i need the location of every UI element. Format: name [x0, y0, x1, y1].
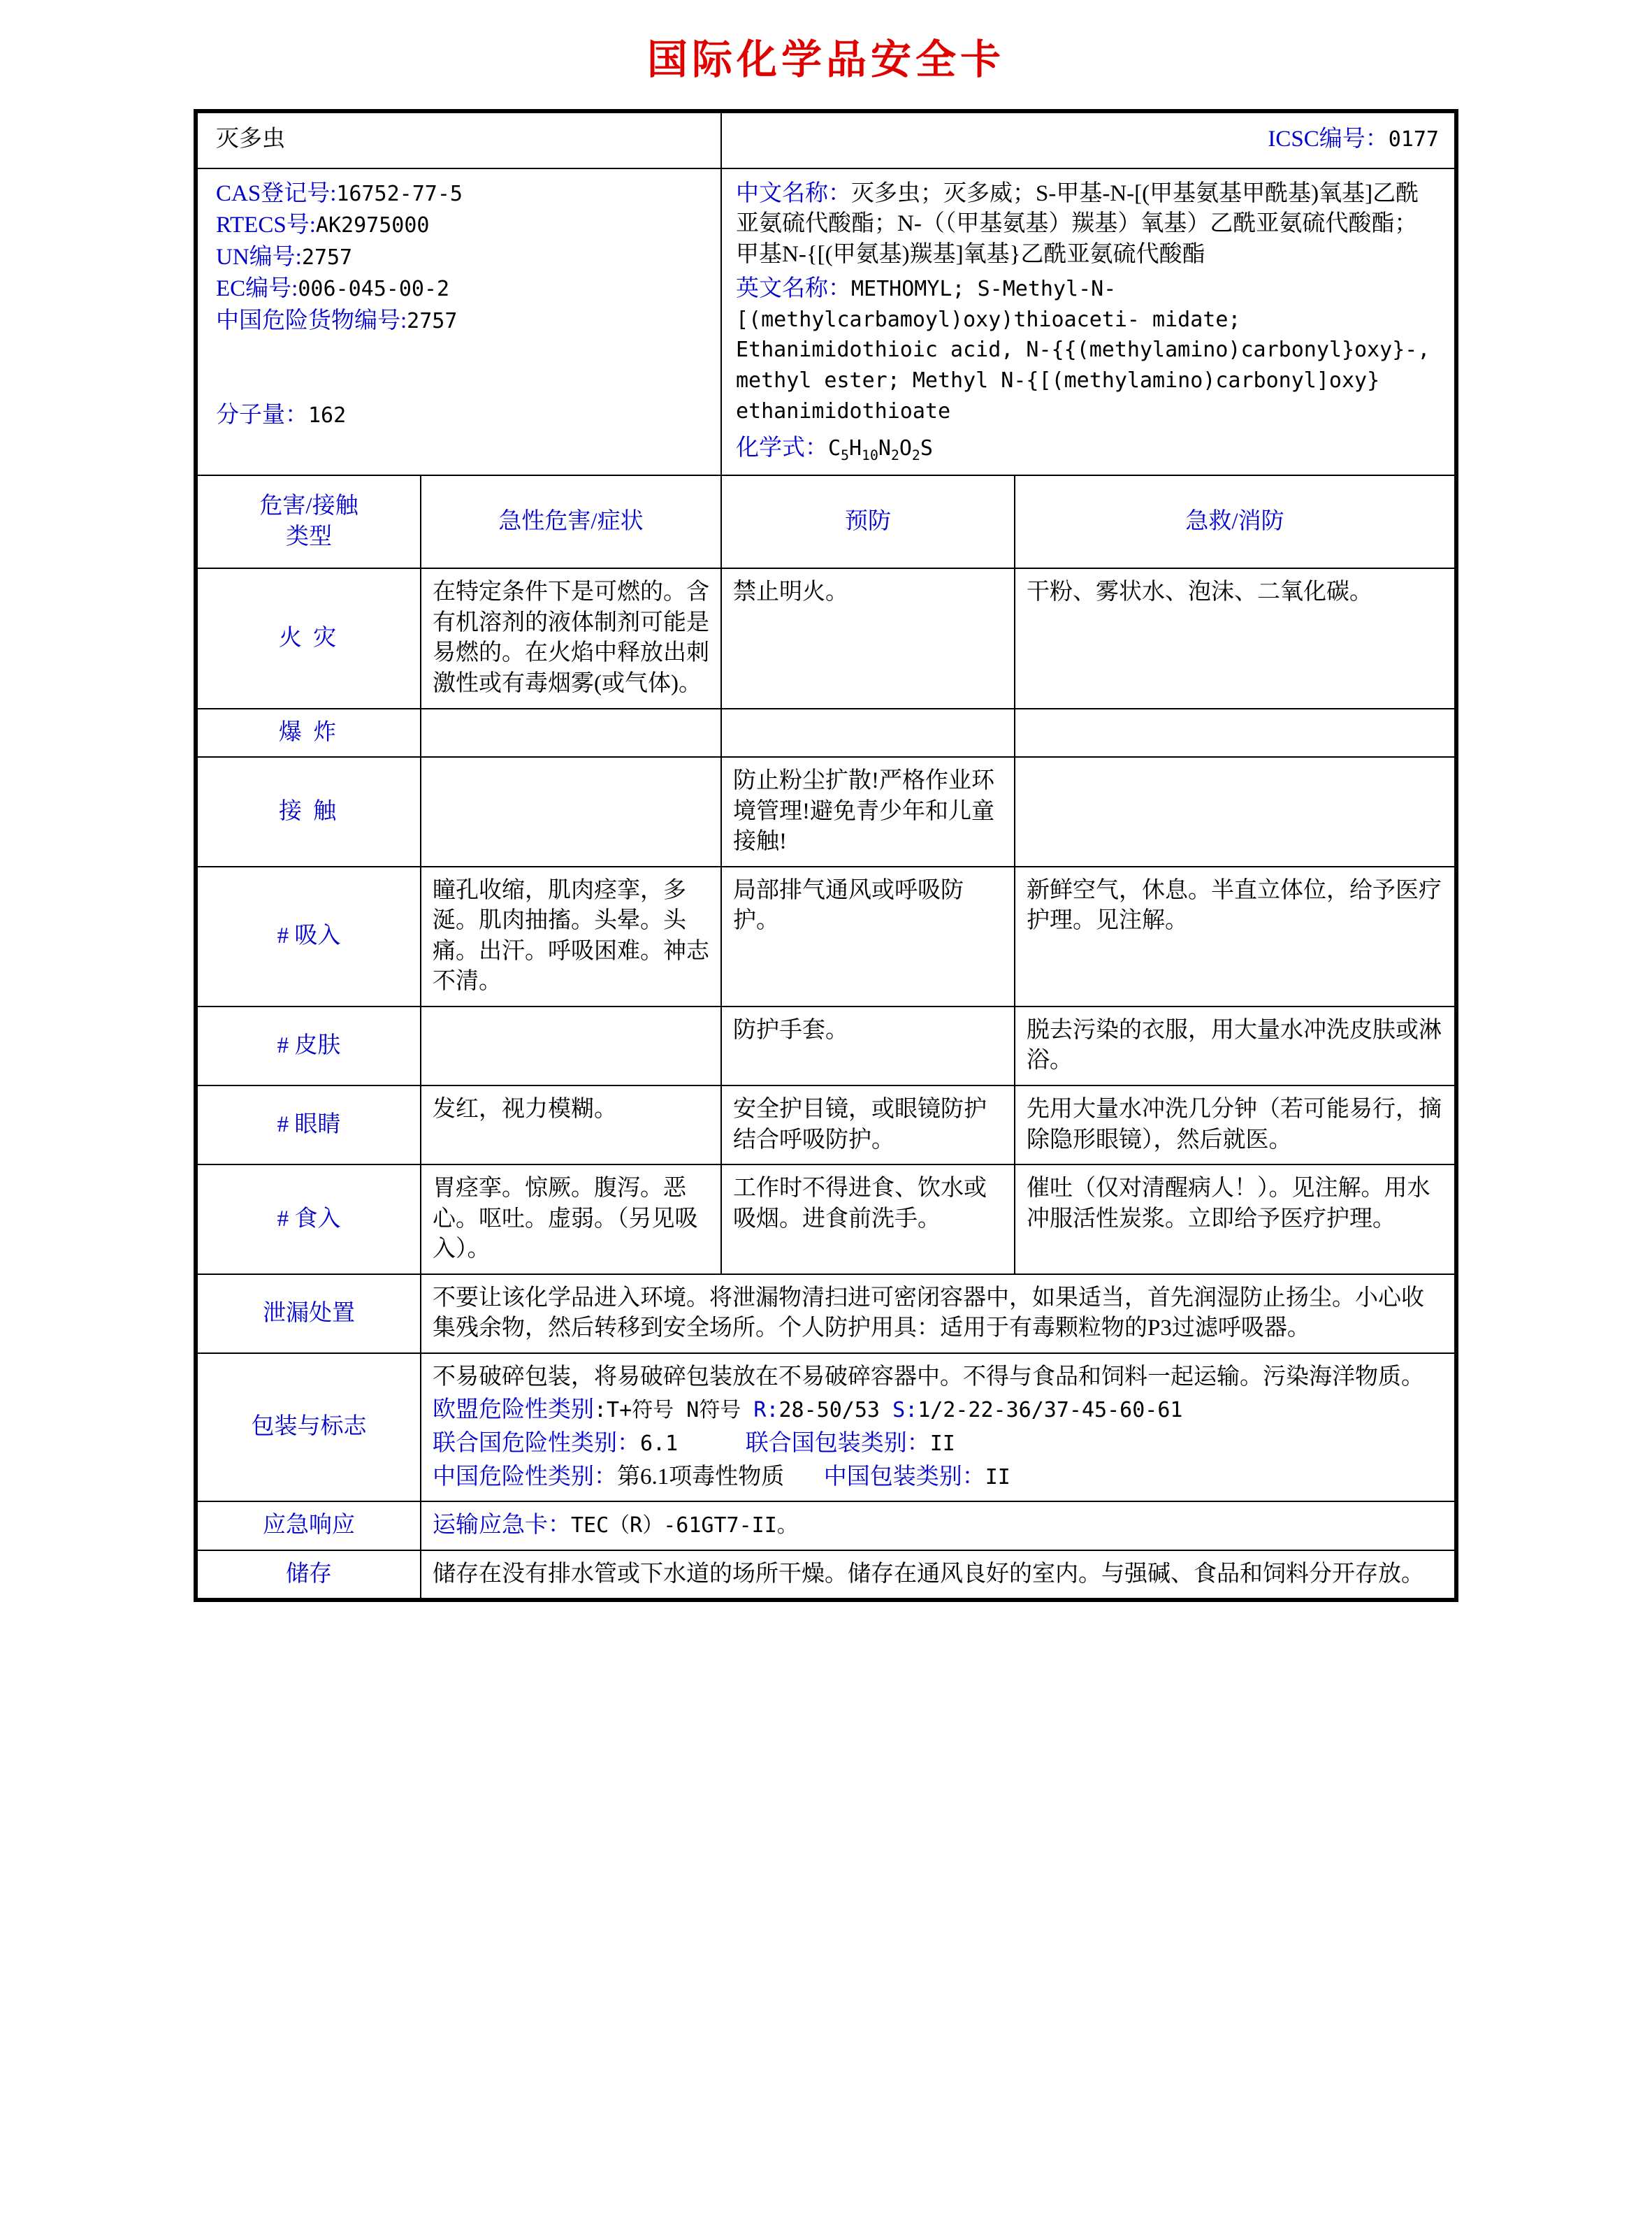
row-label-emergency: 应急响应: [197, 1501, 421, 1550]
exposure-firstaid: [1015, 757, 1455, 867]
table-row-ingestion: [197, 1164, 1455, 1274]
table-row-emergency: [197, 1501, 1455, 1550]
icsc-number-cell: [721, 113, 1455, 168]
inhalation-firstaid: 新鲜空气，休息。半直立体位，给予医疗护理。见注解。: [1015, 867, 1455, 1007]
packaging-cn-hazard-label: 中国危险性类别：: [433, 1464, 617, 1489]
molecular-weight: [216, 338, 708, 431]
table-row-spill: [197, 1274, 1455, 1353]
eyes-firstaid: 先用大量水冲洗几分钟（若可能易行，摘除隐形眼镜），然后就医。: [1015, 1085, 1455, 1164]
chinese-name-value: 灭多虫；灭多威；S-甲基-N-[(甲基氨基甲酰基)氧基]乙酰亚氨硫代酸酯；N-（（甲基氨基）羰基）氧基）乙酰亚氨硫代酸酯；甲基N-{[(甲氨基)羰基]氧基}乙酰亚氨硫代酸酯: [736, 180, 1419, 267]
identifier-ec-label: EC编号:: [216, 276, 298, 302]
row-label-eyes: # 眼睛: [197, 1085, 421, 1164]
inhalation-prevention: 局部排气通风或呼吸防护。: [721, 867, 1015, 1007]
row-label-fire: 火 灾: [197, 568, 421, 708]
packaging-un-pack-label: 联合国包装类别：: [745, 1430, 930, 1456]
skin-prevention: 防护手套。: [721, 1007, 1015, 1085]
row-label-inhalation: # 吸入: [197, 867, 421, 1007]
english-name-block: [736, 274, 1440, 426]
identifier-rtecs-value: AK2975000: [315, 213, 430, 238]
packaging-cell: [421, 1353, 1455, 1501]
identifier-cas: [216, 179, 708, 210]
formula-value: $C_5H_{10}N_2O_2S$: [828, 436, 933, 464]
row-label-ingestion: # 食入: [197, 1164, 421, 1274]
icsc-card: [194, 109, 1458, 1602]
storage-text: 储存在没有排水管或下水道的场所干燥。储存在通风良好的室内。与强碱、食品和饲料分开存放。: [421, 1550, 1455, 1599]
table-row-explosion: [197, 709, 1455, 758]
table-row-fire: [197, 568, 1455, 708]
eyes-prevention: 安全护目镜，或眼镜防护结合呼吸防护。: [721, 1085, 1015, 1164]
row-label-skin: # 皮肤: [197, 1007, 421, 1085]
packaging-un-pack-value: II: [929, 1431, 955, 1456]
column-header-symptoms: 急性危害/症状: [421, 475, 721, 568]
table-row-eyes: [197, 1085, 1455, 1164]
identifier-rtecs: [216, 210, 708, 241]
table-row-exposure: [197, 757, 1455, 867]
identifier-cas-label: CAS登记号:: [216, 180, 337, 206]
fire-prevention: 禁止明火。: [721, 568, 1015, 708]
fire-firstaid: 干粉、雾状水、泡沫、二氧化碳。: [1015, 568, 1455, 708]
packaging-cn-pack-label: 中国包装类别：: [823, 1464, 985, 1489]
row-label-explosion: 爆 炸: [197, 709, 421, 758]
spill-text: 不要让该化学品进入环境。将泄漏物清扫进可密闭容器中，如果适当，首先润湿防止扬尘。小心收集残余物，然后转移到安全场所。个人防护用具：适用于有毒颗粒物的P3过滤呼吸器。: [421, 1274, 1455, 1353]
packaging-un-hazard-label: 联合国危险性类别：: [433, 1430, 640, 1456]
explosion-symptoms: [421, 709, 721, 758]
ingestion-prevention: 工作时不得进食、饮水或吸烟。进食前洗手。: [721, 1164, 1015, 1274]
identification-row: [197, 168, 1455, 476]
table-row-packaging: [197, 1353, 1455, 1501]
skin-firstaid: 脱去污染的衣服，用大量水冲洗皮肤或淋浴。: [1015, 1007, 1455, 1085]
english-name-value: METHOMYL; S-Methyl-N-[(methylcarbamoyl)oxy)thioaceti- midate; Ethanimidothioic acid, N-{{(methylamino)carbonyl}oxy}-, methyl ester; Methyl N-{[(methylamino)carbonyl]oxy} ethanimidothioate: [736, 277, 1430, 424]
packaging-un-hazard-value: 6.1: [640, 1431, 679, 1456]
packaging-un-line: [433, 1429, 1443, 1459]
icsc-label: ICSC编号：: [1268, 127, 1389, 152]
identifier-un-value: 2757: [301, 245, 353, 270]
identifier-list: [197, 168, 721, 476]
packaging-eu-line: [433, 1395, 1443, 1426]
packaging-eu-r-value: 28-50/53: [778, 1398, 893, 1423]
row-label-storage: 储存: [197, 1550, 421, 1599]
icsc-value: 0177: [1388, 127, 1439, 152]
identifier-cn-label: 中国危险货物编号:: [216, 308, 407, 333]
identifier-cn-value: 2757: [407, 308, 458, 333]
identifier-cas-value: 16752-77-5: [336, 181, 463, 206]
eyes-symptoms: 发红，视力模糊。: [421, 1085, 721, 1164]
packaging-eu-label: 欧盟危险性类别: [433, 1397, 594, 1423]
english-name-label: 英文名称：: [736, 276, 851, 302]
column-header-firstaid: 急救/消防: [1015, 475, 1455, 568]
packaging-eu-value: :T+符号 N符号: [594, 1398, 754, 1423]
formula-label: 化学式：: [736, 435, 828, 461]
explosion-prevention: [721, 709, 1015, 758]
chinese-name-label: 中文名称：: [736, 180, 851, 206]
exposure-prevention: 防止粉尘扩散!严格作业环境管理!避免青少年和儿童接触!: [721, 757, 1015, 867]
row-label-spill: 泄漏处置: [197, 1274, 421, 1353]
packaging-cn-pack-value: II: [985, 1464, 1010, 1489]
names-cell: [721, 168, 1455, 476]
packaging-cn-line: [433, 1462, 1443, 1493]
column-header-type: 危害/接触 类型: [197, 475, 421, 568]
identifier-rtecs-label: RTECS号:: [216, 212, 316, 238]
emergency-text-label: 运输应急卡：: [433, 1513, 571, 1538]
formula-block: [736, 433, 1440, 465]
ingestion-firstaid: 催吐（仅对清醒病人！）。见注解。用水冲服活性炭浆。立即给予医疗护理。: [1015, 1164, 1455, 1274]
row-label-exposure: 接 触: [197, 757, 421, 867]
substance-name: 灭多虫: [197, 113, 721, 168]
card-header-row: [197, 113, 1455, 168]
explosion-firstaid: [1015, 709, 1455, 758]
emergency-text-value: TEC（R）-61GT7-II。: [571, 1513, 798, 1538]
packaging-eu-r-label: R:: [753, 1398, 779, 1423]
packaging-eu-s-value: 1/2-22-36/37-45-60-61: [918, 1398, 1183, 1423]
icsc-table: [196, 112, 1456, 1599]
table-row-inhalation: [197, 867, 1455, 1007]
chinese-name-block: [736, 179, 1440, 270]
exposure-symptoms: [421, 757, 721, 867]
packaging-cn-hazard-value: 第6.1项毒性物质: [617, 1464, 785, 1489]
molecular-weight-label: 分子量：: [216, 403, 308, 428]
fire-symptoms: 在特定条件下是可燃的。含有机溶剂的液体制剂可能是易燃的。在火焰中释放出刺激性或有毒烟雾(或气体)。: [421, 568, 721, 708]
table-row-skin: [197, 1007, 1455, 1085]
inhalation-symptoms: 瞳孔收缩，肌肉痉挛，多涎。肌肉抽搐。头晕。头痛。出汗。呼吸困难。神志不清。: [421, 867, 721, 1007]
identifier-un-label: UN编号:: [216, 244, 302, 270]
packaging-eu-s-label: S:: [892, 1398, 918, 1423]
page-title: 国际化学品安全卡: [646, 36, 1005, 83]
skin-symptoms: [421, 1007, 721, 1085]
table-row-storage: [197, 1550, 1455, 1599]
row-label-packaging: 包装与标志: [197, 1353, 421, 1501]
column-header-row: [197, 475, 1455, 568]
identifier-cn-dangerous-goods: [216, 306, 708, 337]
molecular-weight-value: 162: [308, 403, 347, 428]
packaging-intro: 不易破碎包装，将易破碎包装放在不易破碎容器中。不得与食品和饲料一起运输。污染海洋物质。: [433, 1364, 1424, 1390]
identifier-ec-value: 006-045-00-2: [298, 277, 450, 302]
ingestion-symptoms: 胃痉挛。惊厥。腹泻。恶心。呕吐。虚弱。（另见吸入）。: [421, 1164, 721, 1274]
column-header-prevention: 预防: [721, 475, 1015, 568]
identifier-ec: [216, 274, 708, 305]
emergency-cell: [421, 1501, 1455, 1550]
identifier-un: [216, 243, 708, 273]
